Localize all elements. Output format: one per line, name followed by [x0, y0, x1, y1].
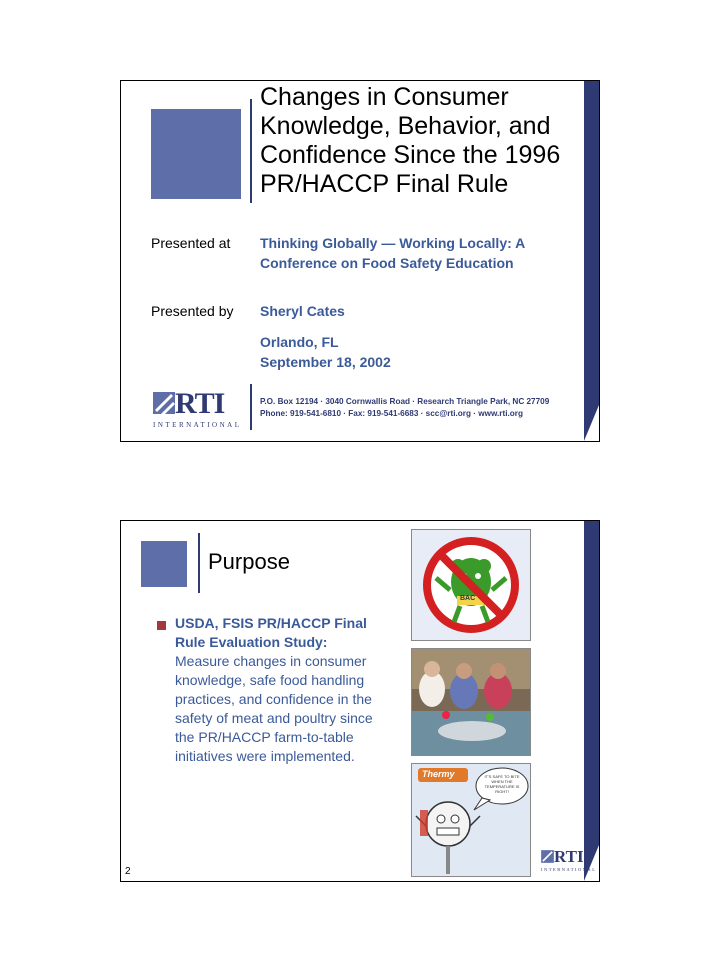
cooking-photo [411, 648, 531, 756]
presenter-name: Sheryl Cates [260, 303, 345, 319]
rti-logo-text: RTI [175, 387, 225, 420]
slide-title: Changes in Consumer Knowledge, Behavior, and Confidence Since the 1996 PR/HACCP Final Rule [260, 83, 561, 198]
rti-logo-text: RTI [554, 847, 584, 866]
rti-logo-small [541, 847, 597, 872]
presented-by-label: Presented by [151, 303, 234, 319]
rti-logo-subtext: INTERNATIONAL [541, 867, 597, 872]
title-slide [120, 80, 600, 442]
bullet-marker [157, 621, 166, 630]
bullet-item [175, 614, 375, 766]
address-line: P.O. Box 12194 · 3040 Cornwallis Road · Research Triangle Park, NC 27709 [260, 397, 550, 406]
purpose-slide [120, 520, 600, 882]
no-bac-icon [412, 530, 530, 640]
rti-logo [153, 387, 242, 429]
location: Orlando, FL [260, 334, 339, 350]
bac-label: BAC [460, 595, 476, 602]
accent-square [141, 541, 187, 587]
cooking-photo-illustration [412, 649, 530, 755]
divider-line [198, 533, 200, 593]
bullet-heading: USDA, FSIS PR/HACCP Final Rule Evaluation Study: [175, 615, 367, 650]
rti-logo-subtext: INTERNATIONAL [153, 421, 242, 429]
bullet-body: Measure changes in consumer knowledge, safe food handling practices, and confidence in the safety of meat and poultry since the PR/HACCP farm-to-table initiatives were implemented. [175, 653, 373, 764]
presented-at-value: Thinking Globally — Working Locally: A Conference on Food Safety Education [260, 235, 525, 271]
contact-line: Phone: 919-541-6810 · Fax: 919-541-6683 · scc@rti.org · www.rti.org [260, 409, 523, 418]
footer-divider [250, 384, 252, 430]
right-accent-bar [584, 81, 599, 441]
thermy-speech-bubble: IT'S SAFE TO BITE WHEN THE TEMPERATURE IS RIGHT! [484, 774, 520, 794]
thermy-label: Thermy [422, 769, 455, 779]
slide-title: Purpose [208, 549, 290, 574]
divider-line [250, 99, 252, 203]
thermy-image [411, 763, 531, 877]
presented-at-label: Presented at [151, 235, 231, 251]
date: September 18, 2002 [260, 354, 391, 370]
fight-bac-image [411, 529, 531, 641]
accent-square [151, 109, 241, 199]
rti-swoosh-icon [153, 390, 175, 416]
contact-footer [260, 396, 549, 420]
right-accent-bar [584, 521, 599, 881]
page-number: 2 [125, 866, 131, 877]
rti-swoosh-icon [541, 849, 554, 864]
